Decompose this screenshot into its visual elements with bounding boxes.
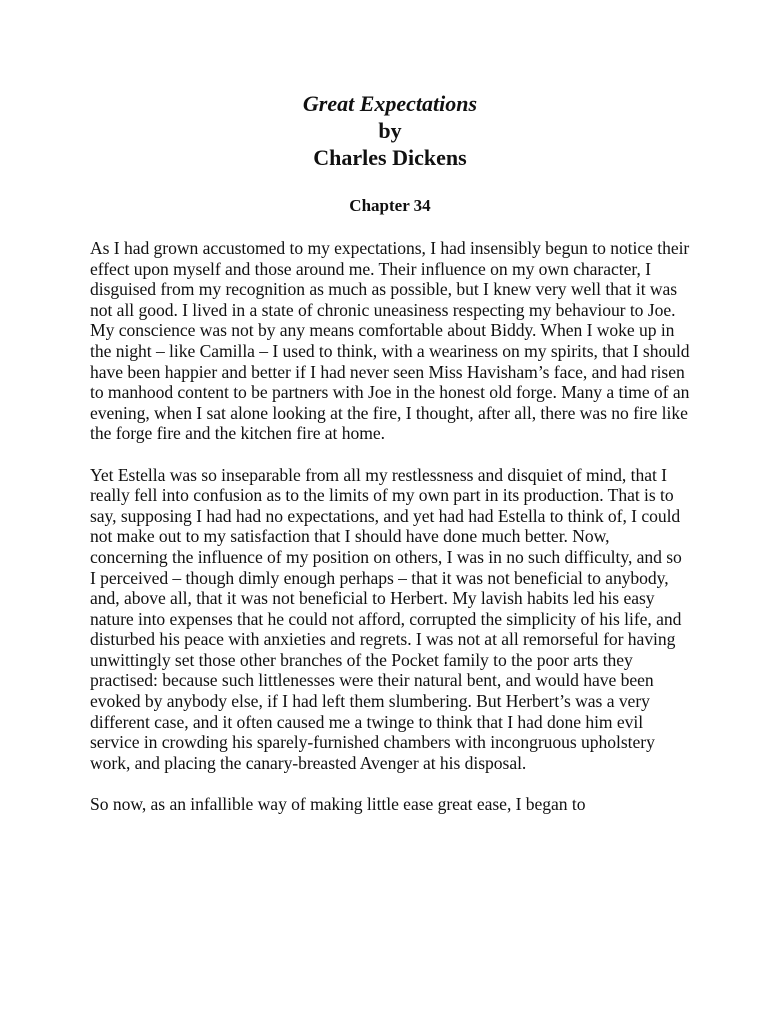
- paragraph-1: As I had grown accustomed to my expectations, I had insensibly begun to notice their effect upon myself and those around me. Their influence on my own character, I disguised from my recognition as much as possible, but I knew very well that it was not all good. I lived in a state of chronic uneasiness respecting my behaviour to Joe. My conscience was not by any means comfortable about Biddy. When I woke up in the night – like Camilla – I used to think, with a weariness on my spirits, that I should have been happier and better if I had never seen Miss Havisham’s face, and had risen to manhood content to be partners with Joe in the honest old forge. Many a time of an evening, when I sat alone looking at the fire, I thought, after all, there was no fire like the forge fire and the kitchen fire at home.: [90, 238, 690, 444]
- paragraph-2: Yet Estella was so inseparable from all my restlessness and disquiet of mind, that I really fell into confusion as to the limits of my own part in its production. That is to say, supposing I had had no expectations, and yet had had Estella to think of, I could not make out to my satisfaction that I should have done much better. Now, concerning the influence of my position on others, I was in no such difficulty, and so I perceived – though dimly enough perhaps – that it was not beneficial to anybody, and, above all, that it was not beneficial to Herbert. My lavish habits led his easy nature into expenses that he could not afford, corrupted the simplicity of his life, and disturbed his peace with anxieties and regrets. I was not at all remorseful for having unwittingly set those other branches of the Pocket family to the poor arts they practised: because such littlenesses were their natural bent, and would have been evoked by anybody else, if I had left them slumbering. But Herbert’s was a very different case, and it often caused me a twinge to think that I had done him evil service in crowding his sparely-furnished chambers with incongruous upholstery work, and placing the canary-breasted Avenger at his disposal.: [90, 464, 682, 773]
- author-name: Charles Dickens: [313, 145, 467, 170]
- page-content: [90, 90, 690, 815]
- by-line: by: [378, 118, 402, 143]
- body-text: [90, 238, 690, 815]
- title-block: [90, 90, 690, 171]
- chapter-heading: Chapter 34: [349, 196, 431, 215]
- paragraph-3: So now, as an infallible way of making little ease great ease, I began to: [90, 794, 586, 815]
- book-title: Great Expectations: [302, 91, 478, 116]
